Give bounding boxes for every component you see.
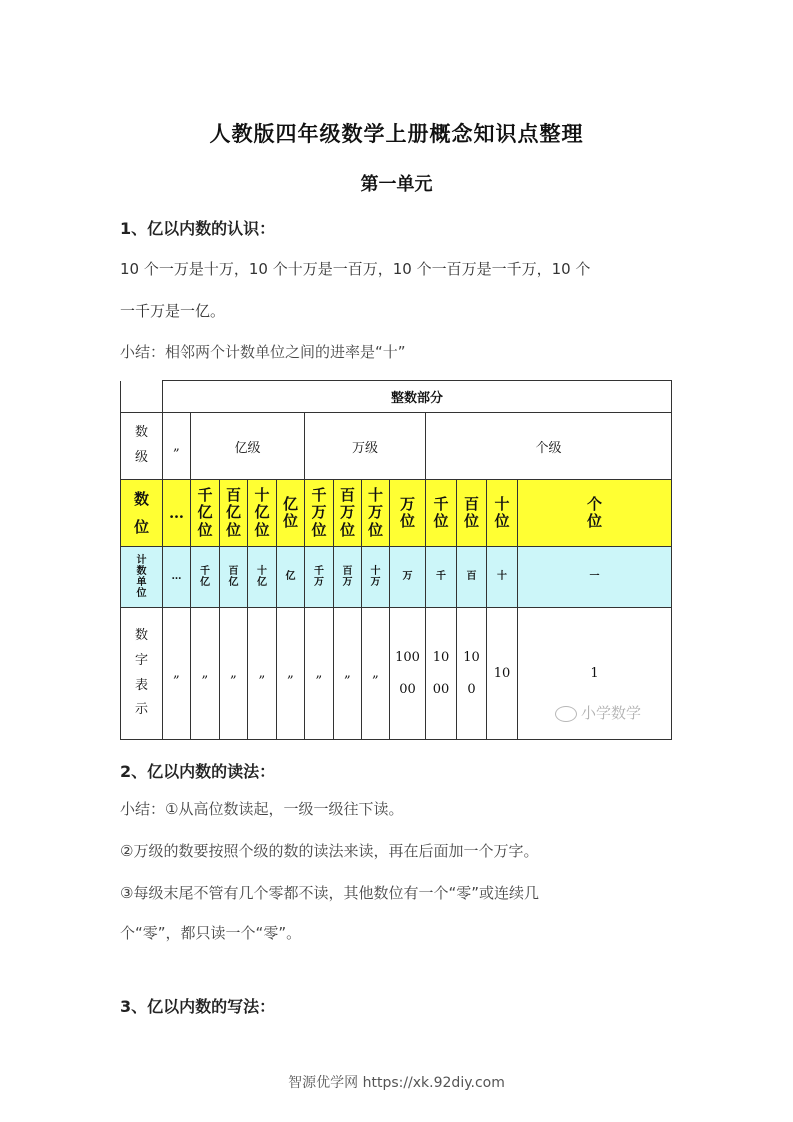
digit-cell: „	[191, 608, 220, 740]
digit-cell: 10 0	[457, 608, 487, 740]
digit-cell: 100 00	[390, 608, 426, 740]
section3-heading: 3、亿以内数的写法：	[120, 997, 276, 1016]
row-label-char: 数	[134, 425, 148, 441]
row-label-char: 级	[134, 450, 148, 465]
place-cell: 百 万 位	[334, 480, 362, 547]
place-cell: 千 位	[426, 480, 457, 547]
place-value-table	[120, 380, 672, 740]
row-label-places	[121, 480, 163, 547]
place-cell: 十 位	[487, 480, 518, 547]
place-cell: 万 位	[390, 480, 426, 547]
section2-item1: 小结：①从高位数读起，一级一级往下读。	[120, 800, 404, 818]
digit-cell: „	[334, 608, 362, 740]
row-label-char: 位	[133, 518, 149, 536]
place-cell: 个 位	[518, 480, 672, 547]
section2-item2: ②万级的数要按照个级的数的读法来读，再在后面加一个万字。	[120, 842, 539, 860]
place-cell: 百 亿 位	[220, 480, 248, 547]
row-label-char: 字	[134, 652, 148, 668]
unit-cell: 亿	[277, 547, 305, 608]
digit-cell: 10	[487, 608, 518, 740]
row-label-units	[121, 547, 163, 608]
level-ellipsis: „	[163, 413, 191, 480]
section1-heading: 1、亿以内数的认识：	[120, 219, 276, 238]
section2-heading: 2、亿以内数的读法：	[120, 762, 276, 781]
unit-cell: 百 万	[334, 547, 362, 608]
row-label-digits	[121, 608, 163, 740]
wechat-icon	[555, 706, 577, 722]
digit-cell: „	[248, 608, 277, 740]
digit-cell: „	[220, 608, 248, 740]
unit-heading: 第一单元	[360, 174, 433, 195]
unit-cell: 千 亿	[191, 547, 220, 608]
place-cell: 百 位	[457, 480, 487, 547]
footer-source: 智源优学网 https://xk.92diy.com	[288, 1075, 505, 1091]
section1-line1: 10 个一万是十万，10 个十万是一百万，10 个一百万是一千万，10 个	[120, 260, 591, 278]
section2-item3a: ③每级末尾不管有几个零都不读，其他数位有一个“零”或连续几	[120, 884, 539, 902]
place-cell: 亿 位	[277, 480, 305, 547]
unit-cell: 一	[518, 547, 672, 608]
section1-summary: 小结：相邻两个计数单位之间的进率是“十”	[120, 343, 406, 361]
row-label-units-text: 计 数 单 位	[136, 555, 147, 599]
level-ge: 个级	[426, 413, 672, 480]
unit-cell: …	[163, 547, 191, 608]
table-header: 整数部分	[163, 381, 672, 413]
unit-cell: 千	[426, 547, 457, 608]
unit-cell: 千 万	[305, 547, 334, 608]
row-label-char: 表	[134, 677, 148, 693]
level-yi: 亿级	[191, 413, 305, 480]
place-cell: 十 亿 位	[248, 480, 277, 547]
section2-item3b: 个“零”，都只读一个“零”。	[120, 924, 302, 942]
digit-cell: 1	[518, 608, 672, 740]
place-cell: 千 万 位	[305, 480, 334, 547]
digit-cell: „	[163, 608, 191, 740]
row-label-char: 示	[134, 702, 148, 718]
unit-cell: 百 亿	[220, 547, 248, 608]
row-label-char: 数	[133, 489, 149, 508]
unit-cell: 十	[487, 547, 518, 608]
digit-cell: „	[277, 608, 305, 740]
place-cell: 千 亿 位	[191, 480, 220, 547]
digit-cell: „	[362, 608, 390, 740]
unit-cell: 万	[390, 547, 426, 608]
digit-cell: 10 00	[426, 608, 457, 740]
document-title: 人教版四年级数学上册概念知识点整理	[209, 122, 584, 146]
digit-cell: „	[305, 608, 334, 740]
unit-cell: 十 万	[362, 547, 390, 608]
table-corner	[121, 381, 163, 413]
place-cell: 十 万 位	[362, 480, 390, 547]
section1-line2: 一千万是一亿。	[120, 302, 226, 320]
row-label-char: 数	[134, 628, 148, 644]
watermark	[555, 702, 641, 723]
row-label-levels	[121, 413, 163, 480]
unit-cell: 十 亿	[248, 547, 277, 608]
unit-cell: 百	[457, 547, 487, 608]
watermark-text: 小学数学	[581, 704, 642, 722]
level-wan: 万级	[305, 413, 426, 480]
place-cell: …	[163, 480, 191, 547]
